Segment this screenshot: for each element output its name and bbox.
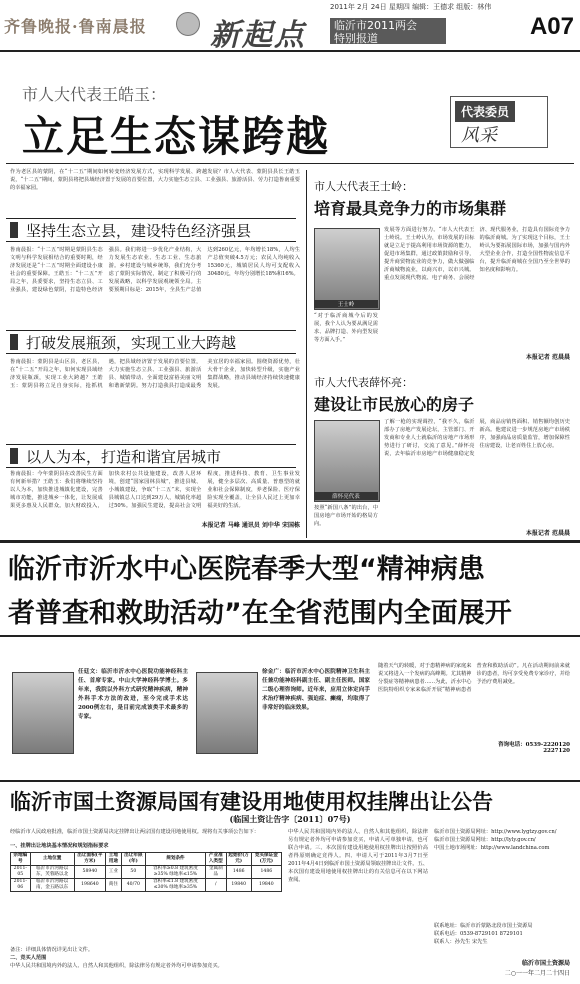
right2-quote: 按照“新国八条”的出台，中国房地产市场开始的格局方向。 bbox=[314, 505, 378, 527]
photo-caption: 薛怀亮代表 bbox=[314, 492, 378, 500]
ad-line-1: 临沂市沂水中心医院春季大型“精神病患 bbox=[8, 554, 485, 585]
ad-phone: 咨询电话：0539-2220120 2227120 bbox=[498, 742, 570, 754]
section-head-2 bbox=[6, 330, 296, 354]
section-head-text: 坚持生态立县，建设特色经济强县 bbox=[26, 222, 252, 240]
column-divider bbox=[306, 170, 307, 538]
table-cell: 198640 bbox=[74, 879, 105, 892]
table-header-row bbox=[11, 853, 282, 866]
lead-byline: 本报记者 马峰 通讯员 刘中华 宋国栋 bbox=[150, 520, 300, 529]
table-cell: 临沂市沂河路以南，金五路以东 bbox=[30, 879, 74, 892]
table-cell: 40/70 bbox=[121, 879, 145, 892]
masthead bbox=[0, 0, 580, 52]
column-header: 规划条件 bbox=[146, 853, 206, 866]
table-cell: 1486 bbox=[226, 866, 251, 879]
table-cell: 容积率≤1.8 建筑密度≤30% 绿地率≥35% bbox=[146, 879, 206, 892]
divider bbox=[0, 780, 580, 782]
right1-title: 培育最具竞争力的市场集群 bbox=[314, 199, 507, 218]
divider bbox=[6, 163, 574, 164]
section-head-text: 以人为本，打造和谐宜居城市 bbox=[26, 448, 222, 466]
doctor-photo bbox=[196, 672, 258, 754]
right1-byline: 本报记者 范晨晨 bbox=[525, 354, 570, 361]
stamp-label-2: 风采 bbox=[461, 125, 497, 146]
table-cell: 19840 bbox=[226, 879, 251, 892]
table-cell: 1486 bbox=[251, 866, 281, 879]
lead-title: 立足生态谋跨越 bbox=[22, 112, 331, 161]
doctor1-bio: 任廷文：临沂市沂水中心医院功能神经科主任、首席专家。中山大学神经科学博士。多年来，我院以外科方式研究精神疾病，精神外科手术方法的改进，至今完成手术达2000例左右，是目前完成该类手术最多的专家。 bbox=[78, 669, 188, 720]
section-body-3: 鲁南晨报：今年蒙阴县在改善民生方面有何新举措？王皓玉：我们将继续坚持以人为本，加快推进城镇化建设，完善城市功能，推进城乡一体化，让发展成果更多惠及人民群众。加大财政投入，加快农村公共设施建设，改善人居环境，创建“国家园林县城”，推进县城、小城镇建设，争取“十二五”末，实现全县城镇总人口达到29万人，城镇化率超过50%。加强民生建设，提高社会文明程度，推进科技、教育、卫生事业发展，健全多层次、高质量、普惠型的就业和社会保障制度，养老保险、医疗保险实现全覆盖，让全县人民过上更加幸福美好的生活。 bbox=[10, 471, 300, 509]
table-cell: 容积率≥0.8 建筑密度≥35% 绿地率≤15% bbox=[146, 866, 206, 879]
column-header: 出让面积(平方米) bbox=[74, 853, 105, 866]
notice-links: 临沂市国土资源局网址：http://www.lygtzy.gov.cn/ 临沂市国土资源局网址：http://lyly.gov.cn/ 中国土地市场网址：http://www.landchina.com bbox=[434, 829, 557, 851]
ad-headline bbox=[0, 540, 580, 637]
dateline: 2011年 2月 24日 星期四 编辑：王德求 组版：林伟 bbox=[330, 3, 492, 11]
right1-body: 发展等方面进行努力。“市人大代表王士岭说。王士岭认为，市场发展的目标就是立足于提高利用市场资源的能力，促进市场集群，通过政策鼓励和引导，提升商贸物流业的竞争力，做大做强临沂商城物流业，以商兴市，以市兴城。重点发展现代物流、电子商务、会展经济、现代服务业，打造具有国际竞争力的临沂商城。为了实现这个目标，王士岭认为要拓展国际市场，加强与国内外大型企业合作，打造全国性物流信息平台，提升临沂商城在全国乃至全世界的知名度和影响力。 bbox=[384, 227, 570, 281]
column-header: 宗地编号 bbox=[11, 853, 31, 866]
right1-kicker: 市人大代表王士岭： bbox=[314, 180, 413, 193]
right1-quote: “对于临沂商城今后的发展，我个人认为要从满足需求、品牌打造、外向型发展等方面入手。” bbox=[314, 313, 378, 343]
section-head-3 bbox=[6, 444, 296, 468]
table-cell: 2011-05 bbox=[11, 866, 31, 879]
notice-body: 中华人民共和国境内外的法人、自然人和其他组织，除法律另有规定者外均可申请参加竞买，申请人可单独申请，也可联合申请。三、本次国有建设用地使用权挂牌出让按照价高者得原则确定竞得人。四、申请人可于2011年3月7日至2011年4月4日到临沂市国土资源局领取挂牌出让文件。五、本次国有建设用地使用权挂牌出让的有关信息可在以下网站查阅。 bbox=[288, 829, 428, 883]
ad-line-2: 者普查和救助活动”在全省范围内全面展开 bbox=[8, 598, 512, 629]
section-body-2: 鲁南晨报：蒙阴县是山区县，老区县，在“十二五”开局之年，如何实现县域经济发展瓶颈，实现工业大跨越？王皓玉：蒙阴县将立足自身实际，抢抓机遇，把县域经济置于发展的首要位置，大力实施生态立县、工业强县、旅游活县、城镇带动、全面建设富裕美丽文明和谐新蒙阴。努力打造我县打造成最秀美宜居的幸福家园。围绕资源优势，壮大骨干企业，加快转型升级，实施产业集群战略，推动县域经济持续快速健康发展。 bbox=[10, 359, 300, 389]
table-cell: 商住 bbox=[106, 879, 122, 892]
table-cell: 2011-06 bbox=[11, 879, 31, 892]
section-marker-icon bbox=[10, 334, 18, 350]
section-head-1 bbox=[6, 218, 296, 242]
right2-body: 了解一枪的实现调控，“我不久，临沂部办了房地产发展论坛，主管部门、开发商和专业人士就临沂的房地产市场形势进行了研讨，交流了意见。”薛怀亮说，去年临沂市房地产市场健康稳定发展，商品房销售面积、销售额均创历史新高。他建议进一步规范房地产市场秩序，加强商品房质量监管，增加保障性住房建设，让老百姓住上放心房。 bbox=[384, 419, 570, 457]
section-marker-icon bbox=[10, 222, 18, 238]
section-body-1: 鲁南晨报：“十二五”时期是蒙阴县生态文明与科学发展相结合的重要时期，经济发展还是“十二五”时期全面建设小康社会的重要保障。王皓玉：“十二五”开局之年，县委要求，坚持生态立县、工业强县，建设绿色蒙阴，打造特色经济强县。我们将进一步优化产业结构，大力发展生态农业、生态工业、生态旅游。乡村建设与城乡统筹，我们充分考虑了蒙阴实际情况，制定了积极可行的发展战略，以科学发展观统领全局。主要预期目标是：2015年，全县生产总值达到260亿元，年均增长18%，人均生产总值突破4.5万元；农民人均纯收入15360元，城镇居民人均可支配收入30480元，年均分别增长18%和16%。 bbox=[10, 247, 300, 293]
lead-intro: 作为老区县的蒙阴，在“十二五”期间如何转变经济发展方式，实现科学发展、跨越发展？市人大代表、蒙阴县县长王皓玉说，“十二五”期间，蒙阴县将把县域经济置于发展的首要位置，大力实施生态立县、工业强县、旅游活县、劳力打造鲁南重要的幸福家园。 bbox=[10, 169, 300, 191]
table-row bbox=[11, 866, 282, 879]
table-cell: 50 bbox=[121, 866, 145, 879]
right2-byline: 本报记者 范晨晨 bbox=[525, 530, 570, 537]
banner-line-1: 临沂市2011两会 bbox=[334, 19, 417, 32]
right2-title: 建设让市民放心的房子 bbox=[314, 395, 475, 414]
notice-intro: 经临沂市人民政府批准，临沂市国土资源局决定挂牌出让两宗国有建设用地使用权。现将有关事项公告如下： bbox=[10, 829, 260, 835]
column-header: 起始价(万元) bbox=[226, 853, 251, 866]
notice-subtitle: (临国土资让告字〔2011〕07号) bbox=[229, 814, 351, 824]
lead-kicker: 市人大代表王皓玉： bbox=[22, 85, 167, 104]
table-cell: 临沂市沂河路以东，芙蓉路以北 bbox=[30, 866, 74, 879]
column-header: 竞买保证金(万元) bbox=[251, 853, 281, 866]
notice-section-2-body: 中华人民共和国境内外的法人、自然人和其他组织，除法律另有规定者外均可申请参加竞买。 bbox=[10, 963, 223, 969]
land-table bbox=[10, 852, 282, 892]
right2-kicker: 市人大代表薛怀亮： bbox=[314, 376, 413, 389]
special-report-banner bbox=[330, 18, 446, 44]
ad-body: 随着天气的转暖，对于患精神病的家庭来说又将进入一个发病的高峰期。尤其精神分裂症等精神病患者……为此，沂水中心医院特组织专家来临沂开展“精神病患者普查和救助活动”。凡在活动期间前来就诊的患者，均可享受免费专家诊疗，并给予治疗费用减免。 bbox=[378, 663, 570, 693]
column-stamp bbox=[450, 96, 548, 148]
column-header: 产业准入类型 bbox=[205, 853, 226, 866]
column-header: 土地用途 bbox=[106, 853, 122, 866]
table-cell: / bbox=[205, 879, 226, 892]
banner-line-2: 特别报道 bbox=[334, 32, 378, 45]
table-cell: 58940 bbox=[74, 866, 105, 879]
notice-title: 临沂市国土资源局国有建设用地使用权挂牌出让公告 bbox=[10, 790, 493, 814]
doctor2-bio: 徐金广：临沂市沂水中心医院精神卫生科主任兼功能神经科副主任、副主任医师。国家二级心理咨询师。近年来，应用立体定向手术治疗精神疾病、强迫症、癫痫，均取得了非常好的临床效果。 bbox=[262, 669, 370, 711]
section-marker-icon bbox=[10, 448, 18, 464]
table-row bbox=[11, 879, 282, 892]
table-cell: 金属制品 bbox=[205, 866, 226, 879]
photo-caption: 王士岭 bbox=[314, 300, 378, 308]
notice-signature: 临沂市国土资源局 bbox=[521, 960, 570, 967]
table-cell: 工业 bbox=[106, 866, 122, 879]
section-brush-title: 新起点 bbox=[210, 18, 306, 53]
portrait-photo bbox=[314, 420, 380, 502]
doctor-photo bbox=[12, 672, 74, 754]
table-cell: 19840 bbox=[251, 879, 281, 892]
column-header: 土地位置 bbox=[30, 853, 74, 866]
table-note: 备注：详细具体情况详见出让文件。 bbox=[10, 947, 94, 953]
stamp-label: 代表委员 bbox=[455, 101, 515, 122]
notice-section-2: 二、竞买人范围 bbox=[10, 955, 47, 961]
section-head-text: 打破发展瓶颈，实现工业大跨越 bbox=[26, 334, 237, 352]
notice-date: 二○一一年二月二十四日 bbox=[504, 970, 570, 977]
portrait-photo bbox=[314, 228, 380, 310]
column-header: 出让年限(年) bbox=[121, 853, 145, 866]
notice-contact: 联系地址：临沂市沂蒙路北段市国土资源局 联系电话：0539-8729101 8729101 联系人：孙先生 宋先生 bbox=[434, 923, 533, 945]
emblem-icon bbox=[176, 12, 200, 36]
notice-section-1: 一、挂牌出让地块基本情况和规划指标要求 bbox=[10, 843, 109, 849]
newspaper-brand: 齐鲁晚报·鲁南晨报 bbox=[4, 17, 147, 36]
page-number: A07 bbox=[529, 13, 574, 40]
